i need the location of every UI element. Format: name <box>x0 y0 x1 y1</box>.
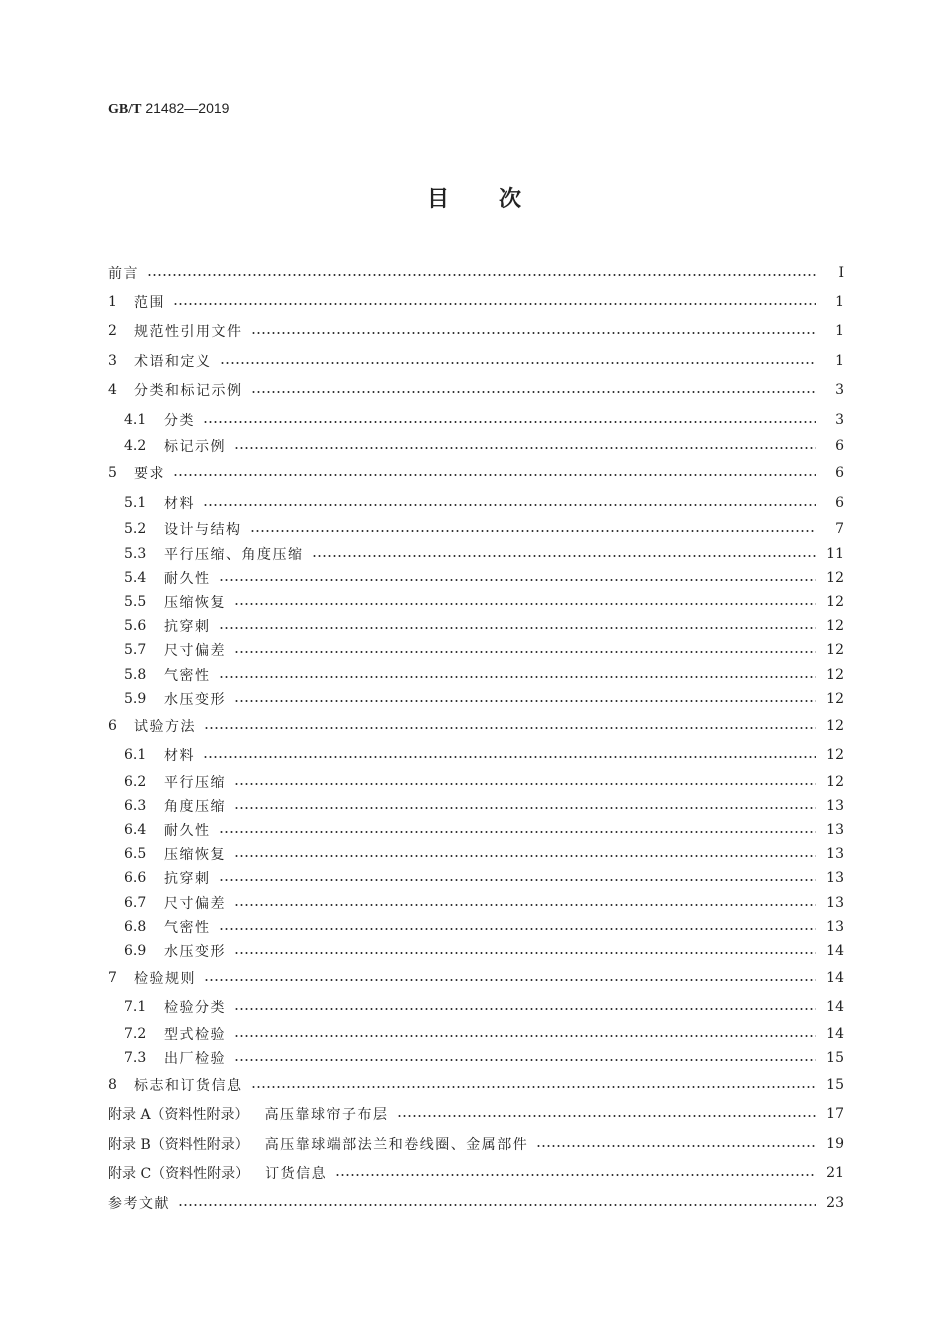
toc-entry-label: 范围 <box>134 295 165 312</box>
toc-entry-page: 14 <box>826 1025 844 1042</box>
toc-entry-label: 订货信息 <box>265 1166 328 1183</box>
dot-leader <box>173 302 816 306</box>
toc-entry-number: 附录 C（资料性附录） <box>108 1166 250 1183</box>
toc-entry-page: 7 <box>835 521 844 538</box>
standard-code: 21482—2019 <box>145 100 230 116</box>
dot-leader <box>234 602 816 606</box>
toc-entry[interactable] <box>108 891 844 915</box>
toc-entry-page: 13 <box>826 846 844 863</box>
toc-entry-number: 6.5 <box>124 846 147 863</box>
toc-entry-label: 材料 <box>164 495 195 512</box>
toc-entry-number: 6.2 <box>124 773 147 790</box>
toc-entry-page: 19 <box>826 1135 844 1152</box>
toc-entry-label: 水压变形 <box>164 944 226 960</box>
toc-entry-label: 平行压缩、角度压缩 <box>164 546 304 563</box>
toc-entry[interactable] <box>108 1070 844 1099</box>
dot-leader <box>335 1173 816 1177</box>
table-of-contents <box>108 258 844 1217</box>
toc-entry[interactable] <box>108 1129 844 1158</box>
toc-entry-label: 出厂检验 <box>164 1051 226 1068</box>
dot-leader <box>234 699 816 703</box>
toc-entry-page: 6 <box>835 438 844 455</box>
toc-entry[interactable] <box>108 740 844 769</box>
toc-entry-label: 型式检验 <box>164 1026 226 1043</box>
dot-leader <box>234 903 816 907</box>
toc-entry[interactable] <box>108 1158 844 1187</box>
toc-entry-label: 压缩恢复 <box>164 847 226 864</box>
toc-entry[interactable] <box>108 434 844 458</box>
toc-entry-label: 试验方法 <box>134 718 196 735</box>
toc-entry-number: 3 <box>108 352 117 369</box>
toc-entry-page: 12 <box>826 773 844 790</box>
toc-entry[interactable] <box>108 1100 844 1129</box>
toc-entry[interactable] <box>108 376 844 405</box>
dot-leader <box>220 361 817 365</box>
dot-leader <box>251 390 817 394</box>
toc-entry-number: 6.7 <box>124 894 147 911</box>
toc-entry-label: 抗穿刺 <box>164 871 211 888</box>
toc-entry-label: 高压靠球端部法兰和卷线圈、金属部件 <box>264 1136 529 1153</box>
dot-leader <box>234 1007 816 1011</box>
toc-entry-number: 8 <box>108 1076 117 1093</box>
toc-entry-label: 术语和定义 <box>134 353 212 370</box>
toc-entry[interactable] <box>108 590 844 614</box>
dot-leader <box>203 420 816 424</box>
toc-entry-page: 15 <box>826 1050 844 1067</box>
toc-entry[interactable] <box>108 963 844 992</box>
toc-entry-label: 前言 <box>108 265 139 282</box>
dot-leader <box>219 675 817 679</box>
toc-entry[interactable] <box>108 818 844 842</box>
toc-entry-number: 6.6 <box>124 870 147 887</box>
toc-entry-label: 规范性引用文件 <box>134 324 243 341</box>
toc-entry-page: 12 <box>826 593 844 610</box>
dot-leader <box>204 726 816 730</box>
toc-entry-label: 分类和标记示例 <box>134 383 243 400</box>
toc-entry-number: 5.4 <box>124 569 147 586</box>
toc-entry-label: 气密性 <box>164 919 211 936</box>
toc-entry-page: 17 <box>826 1106 844 1123</box>
toc-entry-page: 13 <box>826 870 844 887</box>
toc-entry[interactable] <box>108 939 844 963</box>
dot-leader <box>234 650 816 654</box>
toc-entry[interactable] <box>108 794 844 818</box>
toc-entry[interactable] <box>108 488 844 517</box>
dot-leader <box>536 1144 816 1148</box>
toc-entry-number: 4.2 <box>124 438 147 455</box>
toc-entry-page: 15 <box>826 1076 844 1093</box>
toc-entry-page: 21 <box>826 1165 844 1182</box>
toc-entry-page: 3 <box>835 382 844 399</box>
toc-entry[interactable] <box>108 866 844 890</box>
toc-entry-number: 5.3 <box>124 545 147 562</box>
toc-entry-label: 气密性 <box>164 667 211 684</box>
toc-entry-number: 5.7 <box>124 642 147 659</box>
toc-entry-page: 6 <box>835 465 844 482</box>
dot-leader <box>234 1058 816 1062</box>
dot-leader <box>219 830 817 834</box>
title-char: 目 <box>426 187 451 212</box>
toc-entry[interactable] <box>108 638 844 662</box>
toc-entry-number: 6.9 <box>124 943 147 959</box>
toc-entry-number: 6 <box>108 717 117 734</box>
toc-entry[interactable] <box>108 614 844 638</box>
toc-entry-page: 11 <box>826 545 844 562</box>
toc-entry-number: 5 <box>108 465 117 482</box>
dot-leader <box>219 927 817 931</box>
toc-entry-page: Ⅰ <box>838 264 844 281</box>
toc-entry-page: 12 <box>826 666 844 683</box>
toc-entry-number: 5.8 <box>124 666 147 683</box>
toc-entry-label: 尺寸偏差 <box>164 895 226 912</box>
toc-entry[interactable] <box>108 1046 844 1070</box>
page-title <box>0 182 950 213</box>
toc-entry-page: 13 <box>826 822 844 839</box>
toc-entry-label: 平行压缩 <box>164 774 226 791</box>
toc-entry[interactable] <box>108 405 844 434</box>
toc-entry-page: 12 <box>826 642 844 659</box>
dot-leader <box>251 1085 817 1089</box>
toc-entry[interactable] <box>108 842 844 866</box>
toc-entry-page: 13 <box>826 894 844 911</box>
toc-entry-number: 4 <box>108 382 117 399</box>
toc-entry-label: 角度压缩 <box>164 798 226 815</box>
dot-leader <box>234 1034 816 1038</box>
toc-entry-page: 1 <box>835 323 844 340</box>
toc-entry[interactable] <box>108 915 844 939</box>
toc-entry[interactable] <box>108 346 844 375</box>
toc-entry-number: 附录 B（资料性附录） <box>108 1136 249 1153</box>
toc-entry[interactable] <box>108 459 844 488</box>
dot-leader <box>234 951 816 955</box>
toc-entry-number: 7.3 <box>124 1050 147 1067</box>
toc-entry[interactable] <box>108 517 844 541</box>
dot-leader <box>234 782 816 786</box>
dot-leader <box>203 755 816 759</box>
toc-entry-number: 7.2 <box>124 1025 147 1042</box>
toc-entry[interactable] <box>108 711 844 740</box>
toc-entry-number: 7 <box>108 969 117 986</box>
dot-leader <box>219 578 817 582</box>
dot-leader <box>234 446 816 450</box>
toc-entry-number: 附录 A（资料性附录） <box>108 1107 249 1124</box>
toc-entry-label: 高压靠球帘子布层 <box>264 1107 389 1124</box>
dot-leader <box>251 331 817 335</box>
dot-leader <box>397 1114 816 1118</box>
toc-entry[interactable] <box>108 687 844 711</box>
toc-entry[interactable] <box>108 1188 844 1217</box>
toc-entry-number: 5.1 <box>124 494 147 511</box>
toc-entry[interactable] <box>108 992 844 1021</box>
toc-entry-label: 分类 <box>164 412 195 429</box>
toc-entry-label: 压缩恢复 <box>164 594 226 611</box>
toc-entry-page: 14 <box>826 969 844 986</box>
dot-leader <box>219 626 817 630</box>
toc-entry-number: 6.1 <box>124 746 147 763</box>
toc-entry-label: 检验分类 <box>164 1000 226 1017</box>
toc-entry-page: 3 <box>835 411 844 428</box>
dot-leader <box>234 854 816 858</box>
toc-entry-number: 5.9 <box>124 690 147 707</box>
toc-entry-number: 1 <box>108 294 117 311</box>
toc-entry-number: 6.4 <box>124 822 147 839</box>
toc-entry-label: 耐久性 <box>164 570 211 587</box>
toc-entry-page: 13 <box>826 797 844 814</box>
dot-leader <box>219 878 817 882</box>
dot-leader <box>147 273 816 277</box>
toc-entry-page: 13 <box>826 918 844 935</box>
toc-entry-page: 14 <box>826 943 844 959</box>
toc-entry-page: 23 <box>826 1194 844 1211</box>
dot-leader <box>312 554 817 558</box>
dot-leader <box>204 978 816 982</box>
toc-entry-number: 7.1 <box>124 999 147 1016</box>
toc-entry[interactable] <box>108 258 844 287</box>
toc-entry-label: 耐久性 <box>164 823 211 840</box>
toc-entry-page: 12 <box>826 717 844 734</box>
dot-leader <box>173 473 816 477</box>
toc-entry-page: 1 <box>835 294 844 311</box>
toc-entry-label: 参考文献 <box>108 1195 170 1212</box>
standard-prefix: GB/T <box>108 102 142 117</box>
toc-entry-number: 5.6 <box>124 618 147 635</box>
toc-entry-page: 12 <box>826 618 844 635</box>
dot-leader <box>250 529 817 533</box>
toc-entry-number: 6.3 <box>124 797 147 814</box>
toc-entry-page: 6 <box>835 494 844 511</box>
toc-entry[interactable] <box>108 542 844 566</box>
toc-entry[interactable] <box>108 566 844 590</box>
toc-entry-number: 5.5 <box>124 593 147 610</box>
toc-entry-label: 标记示例 <box>164 439 226 456</box>
toc-entry-page: 1 <box>835 352 844 369</box>
toc-entry-number: 5.2 <box>124 521 147 538</box>
toc-entry-page: 14 <box>826 999 844 1016</box>
toc-entry[interactable] <box>108 662 844 686</box>
toc-entry-label: 材料 <box>164 747 195 764</box>
toc-entry-label: 标志和订货信息 <box>134 1077 243 1094</box>
toc-entry[interactable] <box>108 287 844 316</box>
dot-leader <box>234 806 816 810</box>
dot-leader <box>178 1203 816 1207</box>
dot-leader <box>203 503 816 507</box>
toc-entry-page: 12 <box>826 690 844 707</box>
toc-entry[interactable] <box>108 1022 844 1046</box>
toc-entry[interactable] <box>108 770 844 794</box>
toc-entry-label: 尺寸偏差 <box>164 643 226 660</box>
toc-entry-label: 要求 <box>134 466 165 483</box>
toc-entry[interactable] <box>108 317 844 346</box>
toc-entry-label: 检验规则 <box>134 970 196 987</box>
toc-entry-page: 12 <box>826 746 844 763</box>
toc-entry-label: 设计与结构 <box>164 522 242 539</box>
toc-entry-number: 6.8 <box>124 918 147 935</box>
toc-entry-number: 4.1 <box>124 411 147 428</box>
toc-entry-number: 2 <box>108 323 117 340</box>
toc-entry-label: 抗穿刺 <box>164 619 211 636</box>
title-char: 次 <box>499 187 524 212</box>
toc-entry-page: 12 <box>826 569 844 586</box>
toc-entry-label: 水压变形 <box>164 691 226 708</box>
standard-number <box>108 100 229 118</box>
